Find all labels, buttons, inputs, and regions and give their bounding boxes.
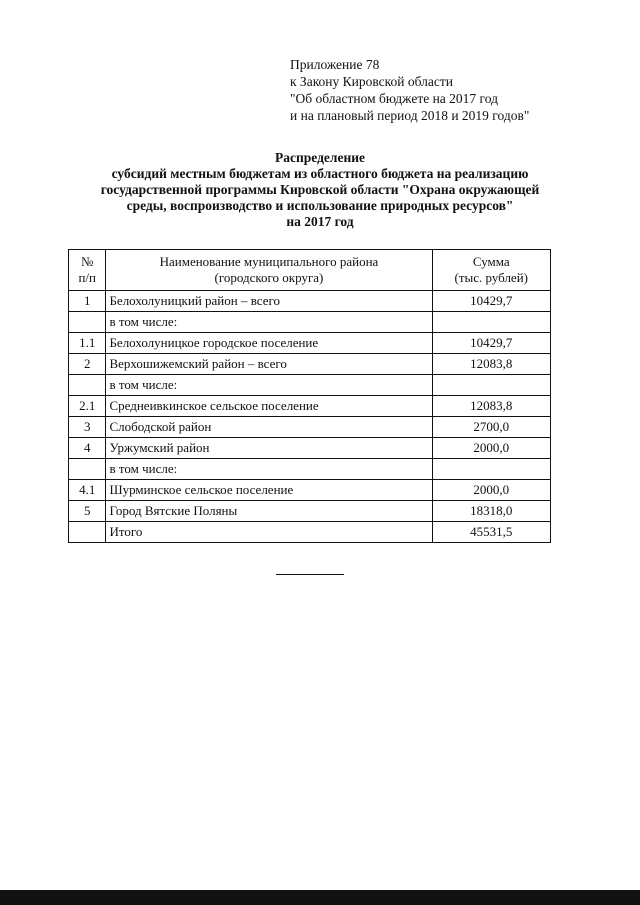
table-row — [69, 375, 551, 396]
row-number — [69, 459, 106, 480]
row-number — [69, 375, 106, 396]
title-line-2: субсидий местным бюджетам из областного бюджета на реализацию — [111, 166, 529, 181]
footer-divider — [276, 574, 344, 575]
header-sum-line-1: Сумма — [472, 254, 510, 269]
header-sum-line-2: (тыс. рублей) — [454, 270, 528, 285]
row-district-name: в том числе: — [106, 459, 432, 480]
title-line-5: на 2017 год — [286, 214, 354, 229]
title-line-4: среды, воспроизводство и использование природных ресурсов" — [126, 198, 514, 213]
total-amount: 45531,5 — [432, 522, 551, 543]
title-line-1: Распределение — [274, 150, 366, 165]
subsidy-table — [68, 249, 551, 543]
table-total-row — [69, 522, 551, 543]
row-amount: 2700,0 — [432, 417, 551, 438]
table-row — [69, 459, 551, 480]
row-district-name: в том числе: — [106, 312, 432, 333]
header-number — [69, 250, 106, 291]
table-row — [69, 438, 551, 459]
table-header-row — [69, 250, 551, 291]
row-amount: 10429,7 — [432, 333, 551, 354]
row-district-name: Белохолуницкий район – всего — [106, 291, 432, 312]
row-district-name: Верхошижемский район – всего — [106, 354, 432, 375]
row-number: 5 — [69, 501, 106, 522]
appendix-law-line: к Закону Кировской области — [290, 74, 454, 89]
row-number — [69, 312, 106, 333]
appendix-header — [290, 56, 529, 124]
table-row — [69, 333, 551, 354]
row-district-name: Уржумский район — [106, 438, 432, 459]
document-title — [60, 150, 580, 230]
row-number: 2.1 — [69, 396, 106, 417]
table-row — [69, 354, 551, 375]
title-line-3: государственной программы Кировской области "Охрана окружающей — [100, 182, 540, 197]
table-row — [69, 417, 551, 438]
row-district-name: Среднеивкинское сельское поселение — [106, 396, 432, 417]
row-amount: 12083,8 — [432, 354, 551, 375]
header-number-line-1: № — [81, 254, 94, 269]
row-amount: 10429,7 — [432, 291, 551, 312]
row-district-name: Город Вятские Поляны — [106, 501, 432, 522]
row-district-name: Слободской район — [106, 417, 432, 438]
table-row — [69, 291, 551, 312]
row-number: 2 — [69, 354, 106, 375]
row-amount — [432, 459, 551, 480]
row-district-name: Белохолуницкое городское поселение — [106, 333, 432, 354]
appendix-law-title-line: "Об областном бюджете на 2017 год — [290, 91, 498, 106]
total-label: Итого — [106, 522, 432, 543]
table-row — [69, 312, 551, 333]
appendix-number: Приложение 78 — [290, 57, 380, 72]
row-amount: 12083,8 — [432, 396, 551, 417]
row-amount — [432, 312, 551, 333]
row-number — [69, 522, 106, 543]
row-amount — [432, 375, 551, 396]
header-number-line-2: п/п — [78, 270, 96, 285]
row-number: 1.1 — [69, 333, 106, 354]
header-name-line-1: Наименование муниципального района — [159, 254, 379, 269]
header-name-line-2: (городского округа) — [214, 270, 324, 285]
table-row — [69, 501, 551, 522]
row-district-name: Шурминское сельское поселение — [106, 480, 432, 501]
scan-bottom-edge — [0, 890, 640, 905]
row-number: 1 — [69, 291, 106, 312]
row-amount: 18318,0 — [432, 501, 551, 522]
row-number: 3 — [69, 417, 106, 438]
row-amount: 2000,0 — [432, 438, 551, 459]
appendix-period-line: и на плановый период 2018 и 2019 годов" — [290, 108, 530, 123]
header-district-name — [106, 250, 432, 291]
row-number: 4.1 — [69, 480, 106, 501]
table-row — [69, 480, 551, 501]
row-number: 4 — [69, 438, 106, 459]
row-district-name: в том числе: — [106, 375, 432, 396]
header-amount — [432, 250, 551, 291]
table-row — [69, 396, 551, 417]
row-amount: 2000,0 — [432, 480, 551, 501]
